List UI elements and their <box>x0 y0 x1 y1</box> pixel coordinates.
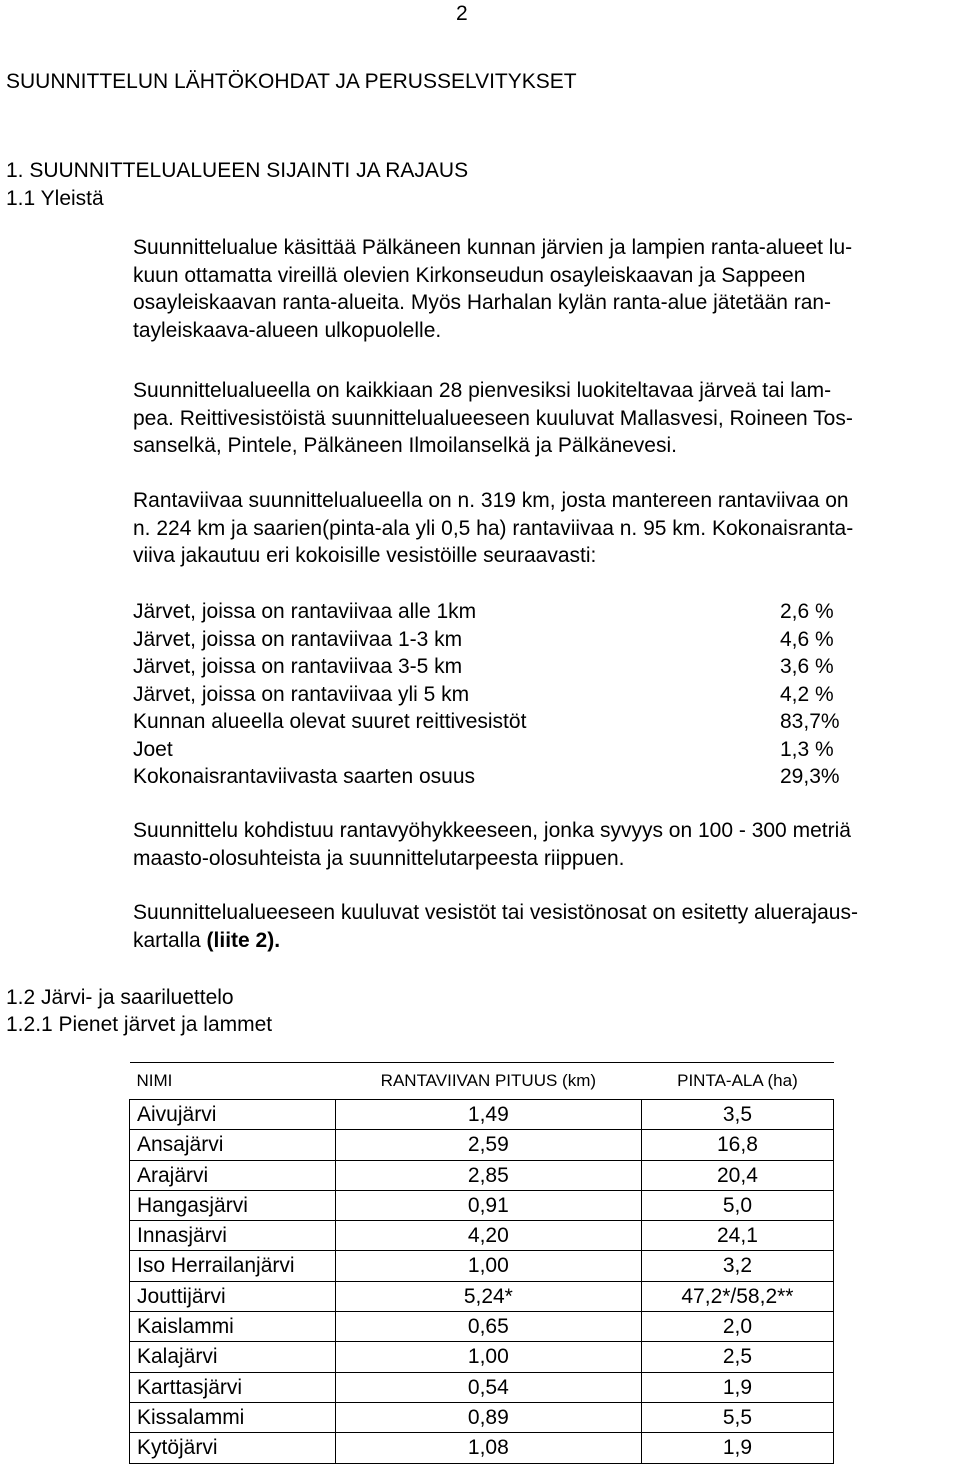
paragraph-text: kartalla <box>133 928 207 952</box>
table-header-row <box>130 1063 834 1100</box>
distribution-row <box>133 736 893 764</box>
paragraph-water-bodies <box>133 377 960 460</box>
shoreline-length: 1,00 <box>335 1342 641 1372</box>
shoreline-distribution-list <box>133 598 893 791</box>
table-row <box>130 1342 834 1372</box>
distribution-row <box>133 598 893 626</box>
distribution-label: Järvet, joissa on rantaviivaa yli 5 km <box>133 682 470 706</box>
distribution-row <box>133 763 893 791</box>
lake-area: 3,5 <box>641 1100 833 1130</box>
table-row <box>130 1160 834 1190</box>
lake-name: Arajärvi <box>130 1160 336 1190</box>
shoreline-length: 5,24* <box>335 1281 641 1311</box>
paragraph-line: sanselkä, Pintele, Pälkäneen Ilmoilanselkä ja Pälkänevesi. <box>133 434 677 457</box>
lake-list-heading: 1.2 Järvi- ja saariluettelo <box>6 986 234 1009</box>
small-lakes-heading: 1.2.1 Pienet järvet ja lammet <box>6 1013 273 1036</box>
lake-area: 2,0 <box>641 1312 833 1342</box>
appendix-reference: (liite 2). <box>206 928 281 952</box>
lake-name: Jouttijärvi <box>130 1281 336 1311</box>
shoreline-length: 0,54 <box>335 1372 641 1402</box>
distribution-row <box>133 681 893 709</box>
lake-name: Iso Herrailanjärvi <box>130 1251 336 1281</box>
lake-name: Kytöjärvi <box>130 1433 336 1463</box>
lake-area: 5,5 <box>641 1402 833 1432</box>
lake-area: 16,8 <box>641 1130 833 1160</box>
paragraph-line: pea. Reittivesistöistä suunnittelualueeseen kuuluvat Mallasvesi, Roineen Tos- <box>133 406 853 430</box>
table-row <box>130 1100 834 1130</box>
shoreline-length: 1,00 <box>335 1251 641 1281</box>
lake-area: 5,0 <box>641 1190 833 1220</box>
shoreline-length: 0,89 <box>335 1402 641 1432</box>
distribution-value: 4,6 % <box>780 627 834 651</box>
shoreline-length: 2,59 <box>335 1130 641 1160</box>
shoreline-length: 0,65 <box>335 1312 641 1342</box>
table-row <box>130 1251 834 1281</box>
lake-name: Hangasjärvi <box>130 1190 336 1220</box>
shoreline-length: 2,85 <box>335 1160 641 1190</box>
column-header-length: RANTAVIIVAN PITUUS (km) <box>335 1063 641 1100</box>
distribution-row <box>133 626 893 654</box>
distribution-label: Järvet, joissa on rantaviivaa alle 1km <box>133 600 477 623</box>
table-row <box>130 1221 834 1251</box>
shoreline-length: 1,08 <box>335 1433 641 1463</box>
lake-area: 3,2 <box>641 1251 833 1281</box>
table-row <box>130 1190 834 1220</box>
distribution-row <box>133 653 893 681</box>
paragraph-shore-zone <box>133 817 960 872</box>
table-row <box>130 1402 834 1432</box>
section-heading: 1. SUUNNITTELUALUEEN SIJAINTI JA RAJAUS <box>6 159 469 182</box>
paragraph-line: kuun ottamatta vireillä olevien Kirkonseudun osayleiskaavan ja Sappeen <box>133 263 806 287</box>
lake-area: 20,4 <box>641 1160 833 1190</box>
distribution-row <box>133 708 893 736</box>
shoreline-length: 0,91 <box>335 1190 641 1220</box>
shoreline-length: 1,49 <box>335 1100 641 1130</box>
paragraph-line: Suunnittelualueeseen kuuluvat vesistöt tai vesistönosat on esitetty aluerajaus- <box>133 901 858 924</box>
paragraph-map-reference <box>133 899 960 954</box>
paragraph-line <box>133 927 960 955</box>
main-heading: SUUNNITTELUN LÄHTÖKOHDAT JA PERUSSELVITYKSET <box>6 70 577 93</box>
table-row <box>130 1312 834 1342</box>
paragraph-line: viiva jakautuu eri kokoisille vesistöille seuraavasti: <box>133 544 597 567</box>
paragraph-line: Suunnittelu kohdistuu rantavyöhykkeeseen, jonka syvyys on 100 - 300 metriä <box>133 819 851 842</box>
paragraph-shoreline <box>133 487 960 570</box>
distribution-label: Järvet, joissa on rantaviivaa 1-3 km <box>133 627 463 651</box>
distribution-label: Järvet, joissa on rantaviivaa 3-5 km <box>133 655 463 678</box>
lake-area: 47,2*/58,2** <box>641 1281 833 1311</box>
paragraph-line: n. 224 km ja saarien(pinta-ala yli 0,5 ha) rantaviivaa n. 95 km. Kokonaisranta- <box>133 516 854 540</box>
lake-name: Kissalammi <box>130 1402 336 1432</box>
distribution-value: 1,3 % <box>780 737 834 761</box>
paragraph-line: tayleiskaava-alueen ulkopuolelle. <box>133 318 442 342</box>
shoreline-length: 4,20 <box>335 1221 641 1251</box>
lake-area: 2,5 <box>641 1342 833 1372</box>
table-row <box>130 1281 834 1311</box>
paragraph-line: Suunnittelualueella on kaikkiaan 28 pienvesiksi luokiteltavaa järveä tai lam- <box>133 379 832 402</box>
lake-area: 1,9 <box>641 1372 833 1402</box>
paragraph-line: osayleiskaavan ranta-alueita. Myös Harhalan kylän ranta-alue jätetään ran- <box>133 291 832 314</box>
lake-name: Karttasjärvi <box>130 1372 336 1402</box>
table-row <box>130 1433 834 1463</box>
lake-name: Ansajärvi <box>130 1130 336 1160</box>
distribution-value: 2,6 % <box>780 600 834 623</box>
lake-name: Innasjärvi <box>130 1221 336 1251</box>
page-number: 2 <box>456 2 468 25</box>
lake-name: Aivujärvi <box>130 1100 336 1130</box>
paragraph-planning-area <box>133 234 960 344</box>
lake-area: 24,1 <box>641 1221 833 1251</box>
distribution-label: Kokonaisrantaviivasta saarten osuus <box>133 765 476 788</box>
column-header-name: NIMI <box>130 1063 336 1100</box>
subsection-heading: 1.1 Yleistä <box>6 187 104 210</box>
paragraph-line: Suunnittelualue käsittää Pälkäneen kunnan järvien ja lampien ranta-alueet lu- <box>133 236 853 259</box>
distribution-label: Joet <box>133 737 173 761</box>
column-header-area: PINTA-ALA (ha) <box>641 1063 833 1100</box>
small-lakes-table <box>129 1062 834 1464</box>
lake-name: Kalajärvi <box>130 1342 336 1372</box>
distribution-value: 4,2 % <box>780 682 834 706</box>
distribution-label: Kunnan alueella olevat suuret reittivesistöt <box>133 710 527 733</box>
lake-area: 1,9 <box>641 1433 833 1463</box>
paragraph-line: maasto-olosuhteista ja suunnittelutarpeesta riippuen. <box>133 846 625 870</box>
distribution-value: 3,6 % <box>780 655 834 678</box>
paragraph-line: Rantaviivaa suunnittelualueella on n. 319 km, josta mantereen rantaviivaa on <box>133 489 849 512</box>
distribution-value: 29,3% <box>780 765 840 788</box>
distribution-value: 83,7% <box>780 710 840 733</box>
table-row <box>130 1130 834 1160</box>
table-row <box>130 1372 834 1402</box>
lake-name: Kaislammi <box>130 1312 336 1342</box>
